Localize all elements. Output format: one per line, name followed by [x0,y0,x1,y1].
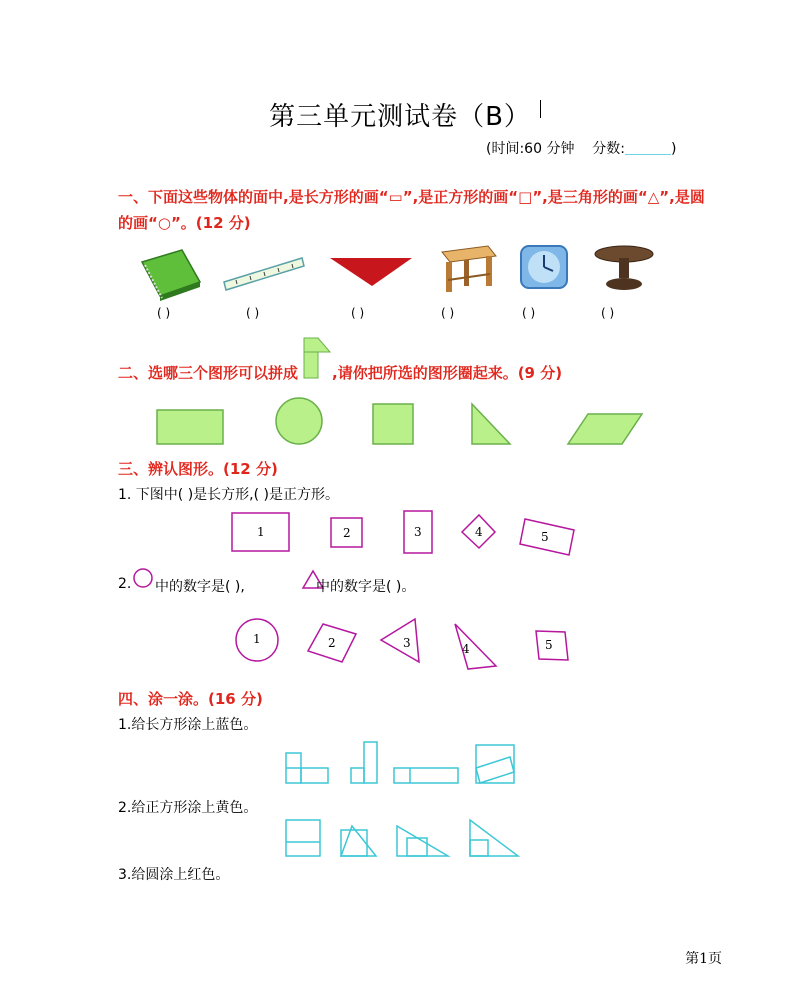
section4-q3: 3.给圆涂上红色。 [118,867,230,883]
section4-heading: 四、涂一涂。(16 分) [118,690,263,708]
q1-label-4: 4 [475,525,483,539]
answer-blank-4[interactable]: ( ) [441,306,455,320]
option-rectangle[interactable] [157,410,223,444]
round-table-icon [595,246,653,290]
option-parallelogram[interactable] [568,414,642,444]
scarf-icon [330,258,412,286]
q1-label-1: 1 [257,525,265,539]
paint-figure-2-3[interactable] [397,826,448,856]
section4-q2: 2.给正方形涂上黄色。 [118,800,258,816]
q2-label-2: 2 [328,636,336,650]
q2-label-3: 3 [403,636,411,650]
answer-blank-6[interactable]: ( ) [601,306,615,320]
section3-q2-circle-text: 中的数字是( ), [155,579,245,595]
q2-shape-3 [381,619,419,662]
answer-blank-5[interactable]: ( ) [522,306,536,320]
paint-figure-2-2[interactable] [341,826,376,856]
option-right-triangle[interactable] [472,404,510,444]
paint-figure-2-1[interactable] [286,820,320,856]
section1-heading-line2: 的画“○”。(12 分) [118,214,251,232]
time-label: (时间:60 分钟 [486,141,575,157]
answer-blank-2[interactable]: ( ) [246,306,260,320]
paint-figure-1-2[interactable] [351,742,377,783]
section3-q2-number: 2. [118,576,132,592]
q1-label-5: 5 [541,530,549,544]
section2-heading-a: 二、选哪三个图形可以拼成 [118,364,299,382]
score-label: 分数: [592,141,625,157]
section2-heading-b: ,请你把所选的图形圈起来。(9 分) [332,364,563,382]
target-composite-shape-icon [304,338,330,378]
answer-blank-1[interactable]: ( ) [157,306,171,320]
book-icon [142,250,200,301]
clock-icon [521,246,567,288]
meta-close: ) [670,141,677,157]
answer-blank-3[interactable]: ( ) [351,306,365,320]
section3-q2-triangle-text: 中的数字是( )。 [316,579,416,595]
page-number: 第1页 [685,951,722,967]
option-circle[interactable] [276,398,322,444]
ruler-icon [224,258,304,290]
section3-q1: 1. 下图中( )是长方形,( )是正方形。 [118,487,340,503]
paint-figure-1-1[interactable] [286,753,328,783]
paint-figure-1-3[interactable] [394,768,458,783]
section4-q1: 1.给长方形涂上蓝色。 [118,717,258,733]
q2-label-4: 4 [462,642,470,656]
stool-icon [442,246,496,292]
option-square[interactable] [373,404,413,444]
inline-circle-icon [134,569,152,587]
q1-label-3: 3 [414,525,422,539]
section3-heading: 三、辨认图形。(12 分) [118,460,278,478]
page-title: 第三单元测试卷（B） [269,102,531,132]
q2-label-1: 1 [253,632,261,646]
paint-figure-1-4[interactable] [476,745,514,783]
q2-label-5: 5 [545,638,553,652]
paint-figure-2-4[interactable] [470,820,518,856]
q1-label-2: 2 [343,526,351,540]
section1-heading-line1: 一、下面这些物体的面中,是长方形的画“▭”,是正方形的画“□”,是三角形的画“△”,是圆 [118,188,705,206]
